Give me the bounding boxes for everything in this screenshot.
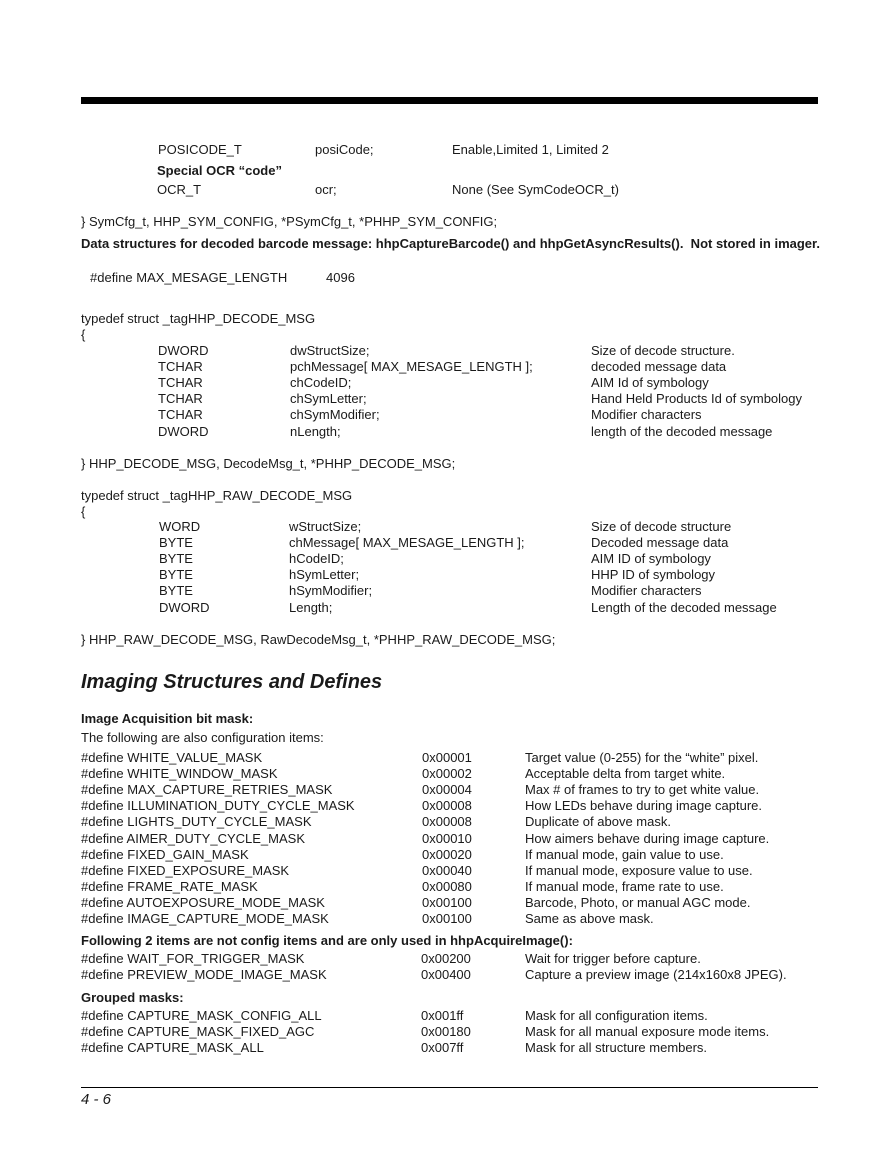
acq-define-desc: Target value (0-255) for the “white” pixel. [525,750,759,765]
not-config-define-name: #define WAIT_FOR_TRIGGER_MASK [81,951,305,966]
not-config-title: Following 2 items are not config items and are only used in hhpAcquireImage(): [81,933,573,948]
decode-field-name: dwStructSize; [290,343,370,358]
acq-define-value: 0x00008 [422,814,472,830]
raw-field-name: hCodeID; [289,551,344,567]
raw-field-name: hSymModifier; [289,583,373,599]
raw-field-type: BYTE [159,551,193,567]
define-max-msg-value: 4096 [326,270,355,285]
raw-field-desc: HHP ID of symbology [591,567,716,583]
not-config-define-name: #define PREVIEW_MODE_IMAGE_MASK [81,967,327,983]
acq-define-value: 0x00100 [422,911,472,926]
decode-typedef: typedef struct _tagHHP_DECODE_MSG [81,311,316,326]
acq-define-name: #define WHITE_WINDOW_MASK [81,766,278,782]
acq-define-desc: If manual mode, frame rate to use. [525,878,724,894]
acq-define-value: 0x00008 [422,798,472,814]
raw-field-desc: Size of decode structure [591,519,732,534]
raw-field-name: hSymLetter; [289,567,360,583]
acq-subtitle: The following are also configuration items: [81,730,324,745]
decode-field-desc: length of the decoded message [591,423,773,439]
grouped-title: Grouped masks: [81,990,184,1005]
decode-field-type: DWORD [158,423,209,439]
raw-field-desc: Length of the decoded message [591,599,777,615]
acq-define-desc: Acceptable delta from target white. [525,766,726,782]
decode-field-desc: Size of decode structure. [591,343,735,358]
not-config-define-value: 0x00200 [421,951,471,966]
decode-field-name: pchMessage[ MAX_MESAGE_LENGTH ]; [290,359,533,375]
decode-field-desc: Modifier characters [591,407,702,423]
section-heading: Imaging Structures and Defines [81,671,383,693]
grouped-define-value: 0x00180 [421,1024,471,1040]
grouped-define-name: #define CAPTURE_MASK_ALL [81,1040,264,1056]
acq-define-value: 0x00100 [422,894,472,910]
decode-field-name: chSymModifier; [290,407,380,423]
acq-define-name: #define LIGHTS_DUTY_CYCLE_MASK [81,814,312,830]
decode-field-name: chCodeID; [290,375,352,391]
data-structures-note: Data structures for decoded barcode message: hhpCaptureBarcode() and hhpGetAsyncResults(). Not stored in imager. [81,236,820,251]
acq-define-desc: How aimers behave during image capture. [525,830,770,846]
acq-define-value: 0x00040 [422,862,472,878]
raw-open-brace: { [81,504,86,519]
field-type: POSICODE_T [158,142,242,157]
acq-define-name: #define IMAGE_CAPTURE_MODE_MASK [81,911,329,926]
decode-field-desc: AIM Id of symbology [591,375,709,391]
acq-define-desc: Max # of frames to try to get white value. [525,782,760,798]
raw-field-type: WORD [159,519,201,534]
acq-define-name: #define ILLUMINATION_DUTY_CYCLE_MASK [81,798,355,814]
acq-define-name: #define WHITE_VALUE_MASK [81,750,263,765]
raw-field-desc: Decoded message data [591,535,729,551]
acq-define-desc: How LEDs behave during image capture. [525,798,763,814]
raw-field-name: chMessage[ MAX_MESAGE_LENGTH ]; [289,535,525,551]
symcfg-close: } SymCfg_t, HHP_SYM_CONFIG, *PSymCfg_t, *PHHP_SYM_CONFIG; [81,214,498,229]
raw-field-name: Length; [289,599,333,615]
field-type: OCR_T [157,182,202,197]
acq-define-desc: Duplicate of above mask. [525,814,671,830]
top-rule [81,97,818,104]
not-config-define-desc: Wait for trigger before capture. [525,951,701,966]
acq-define-value: 0x00010 [422,830,472,846]
raw-field-type: BYTE [159,583,193,599]
decode-open-brace: { [81,327,86,342]
decode-close: } HHP_DECODE_MSG, DecodeMsg_t, *PHHP_DECODE_MSG; [81,456,456,471]
raw-field-type: DWORD [159,599,210,615]
decode-field-desc: Hand Held Products Id of symbology [591,391,802,407]
raw-field-type: BYTE [159,567,193,583]
page-number: 4 - 6 [81,1091,112,1108]
decode-field-type: TCHAR [158,359,203,375]
bottom-rule [81,1087,818,1088]
decode-field-type: DWORD [158,343,209,358]
decode-field-name: chSymLetter; [290,391,367,407]
grouped-define-value: 0x001ff [421,1008,464,1023]
acq-define-value: 0x00080 [422,878,472,894]
decode-field-type: TCHAR [158,375,203,391]
special-ocr-label: Special OCR “code” [157,163,282,178]
raw-field-desc: AIM ID of symbology [591,551,711,567]
grouped-define-desc: Mask for all manual exposure mode items. [525,1024,770,1040]
decode-field-desc: decoded message data [591,359,727,375]
define-max-msg-name: #define MAX_MESAGE_LENGTH [90,270,288,285]
raw-close: } HHP_RAW_DECODE_MSG, RawDecodeMsg_t, *PHHP_RAW_DECODE_MSG; [81,632,556,647]
acq-define-value: 0x00001 [422,750,472,765]
acq-define-name: #define FIXED_GAIN_MASK [81,846,249,862]
acq-define-desc: If manual mode, exposure value to use. [525,862,753,878]
grouped-define-name: #define CAPTURE_MASK_CONFIG_ALL [81,1008,322,1023]
grouped-define-value: 0x007ff [421,1040,464,1056]
not-config-define-value: 0x00400 [421,967,471,983]
acq-define-name: #define AUTOEXPOSURE_MODE_MASK [81,894,325,910]
field-name: posiCode; [315,142,374,157]
grouped-define-desc: Mask for all structure members. [525,1040,708,1056]
field-desc: None (See SymCodeOCR_t) [452,182,619,197]
acq-define-name: #define AIMER_DUTY_CYCLE_MASK [81,830,305,846]
acq-define-value: 0x00002 [422,766,472,782]
decode-field-name: nLength; [290,423,341,439]
acq-define-value: 0x00004 [422,782,472,798]
acq-title: Image Acquisition bit mask: [81,711,254,726]
acq-define-desc: Same as above mask. [525,911,654,926]
grouped-define-desc: Mask for all configuration items. [525,1008,708,1023]
acq-define-value: 0x00020 [422,846,472,862]
acq-define-desc: Barcode, Photo, or manual AGC mode. [525,894,751,910]
raw-field-desc: Modifier characters [591,583,702,599]
raw-typedef: typedef struct _tagHHP_RAW_DECODE_MSG [81,488,353,503]
decode-field-type: TCHAR [158,407,203,423]
grouped-define-name: #define CAPTURE_MASK_FIXED_AGC [81,1024,315,1040]
decode-field-type: TCHAR [158,391,203,407]
acq-define-name: #define FIXED_EXPOSURE_MASK [81,862,290,878]
field-name: ocr; [315,182,337,197]
raw-field-type: BYTE [159,535,193,551]
raw-field-name: wStructSize; [289,519,362,534]
acq-define-name: #define MAX_CAPTURE_RETRIES_MASK [81,782,333,798]
not-config-define-desc: Capture a preview image (214x160x8 JPEG). [525,967,787,983]
acq-define-name: #define FRAME_RATE_MASK [81,878,258,894]
acq-define-desc: If manual mode, gain value to use. [525,846,724,862]
field-desc: Enable,Limited 1, Limited 2 [452,142,609,157]
